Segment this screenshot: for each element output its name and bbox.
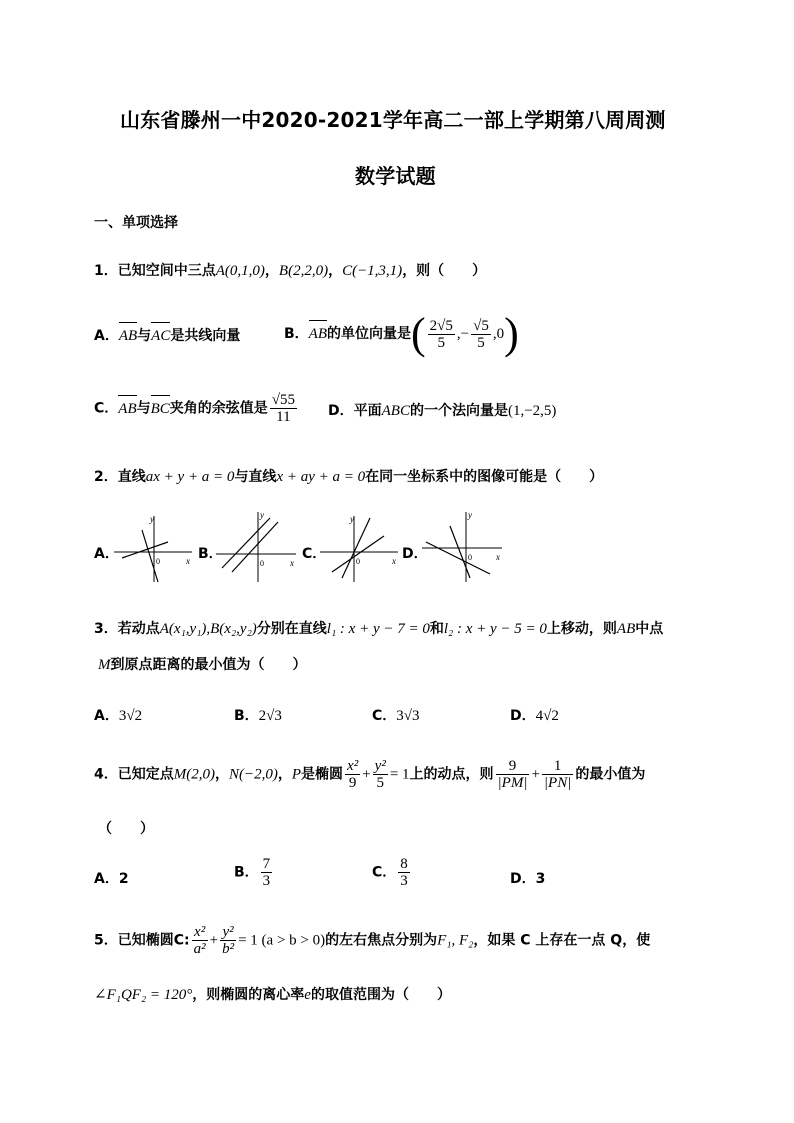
svg-text:0: 0: [260, 559, 264, 568]
section-heading: 一、单项选择: [94, 215, 178, 231]
origin-label: 0: [156, 557, 160, 566]
q1-option-b[interactable]: B． AB的单位向量是( $\frac{2√5}{5}$ ,− $\frac{√5}{5}$ ,0): [284, 309, 519, 358]
q1-option-d[interactable]: D．平面ABC的一个法向量是(1,−2,5): [328, 403, 557, 419]
q2-graph-b[interactable]: [214, 508, 300, 584]
q5-stem-line2: ∠F₁QF₂ = 120°，则椭圆的离心率e的取值范围为（ ）: [94, 987, 451, 1003]
page-subtitle: 数学试题: [355, 164, 436, 188]
q2-option-c-label[interactable]: C．: [302, 546, 327, 562]
q5-stem-line1: 5．已知椭圆C: $\frac{\text{x²}}{\text{a²}}$ + $\frac{\text{y²}}{\text{b²}}$ = 1 (a > b > 0)的左右焦点分别为F₁, F₂，如果 C 上存在一点 Q，使: [94, 924, 651, 957]
q4-stem: 4．已知定点M(2,0)，N(−2,0)，P是椭圆 $\frac{\text{x²}}{9}$ + $\frac{\text{y²}}{5}$ = 1上的动点，则 $\frac{9}{|PM|}$ + $\frac{1}{|PN|}$ 的最小值为: [94, 758, 646, 791]
q2-option-d-label[interactable]: D．: [402, 546, 428, 562]
axis-y-label: y: [150, 514, 154, 524]
q1-stem: 1．已知空间中三点A(0,1,0)，B(2,2,0)，C(−1,3,1)，则（ ）: [94, 263, 487, 279]
q4-option-a[interactable]: A．2: [94, 871, 129, 887]
q3-option-b[interactable]: B．2√3: [234, 708, 282, 724]
q4-option-d[interactable]: D．3: [510, 871, 546, 887]
svg-text:y: y: [468, 510, 472, 520]
q4-option-c[interactable]: C． $\frac{8}{3}$: [372, 856, 408, 889]
q3-stem-line1: 3．若动点A(x₁,y₁),B(x₂,y₂)分别在直线l₁ : x + y − 7 = 0和l₂ : x + y − 5 = 0上移动，则AB中点: [94, 621, 664, 637]
q3-option-a[interactable]: A．3√2: [94, 708, 143, 724]
axis-x-label: x: [186, 556, 190, 566]
svg-text:y: y: [350, 514, 354, 524]
q3-stem-line2: M到原点距离的最小值为（ ）: [98, 657, 307, 673]
q2-stem: 2．直线ax + y + a = 0与直线x + ay + a = 0在同一坐标系中的图像可能是（ ）: [94, 469, 604, 485]
q1-option-c[interactable]: C． AB与 BC夹角的余弦值是 $\frac{√55}{11}$: [94, 392, 296, 425]
q2-graph-c[interactable]: [318, 512, 402, 584]
q2-option-b-label[interactable]: B．: [198, 546, 223, 562]
q1-option-a[interactable]: A． AB与 AC是共线向量: [94, 325, 240, 345]
q3-option-d[interactable]: D．4√2: [510, 708, 559, 724]
svg-text:0: 0: [468, 553, 472, 562]
q4-option-b[interactable]: B． $\frac{7}{3}$: [234, 856, 271, 889]
svg-text:y: y: [260, 510, 264, 520]
page-title: 山东省滕州一中2020-2021学年高二一部上学期第八周周测: [120, 108, 666, 132]
svg-text:0: 0: [356, 557, 360, 566]
q4-paren: （ ）: [98, 821, 154, 837]
q2-option-a-label[interactable]: A．: [94, 546, 119, 562]
q3-option-c[interactable]: C．3√3: [372, 708, 420, 724]
svg-text:x: x: [496, 552, 500, 562]
q2-graph-a[interactable]: [112, 512, 196, 584]
q2-graph-d[interactable]: [420, 508, 506, 584]
svg-text:x: x: [290, 558, 294, 568]
svg-text:x: x: [392, 556, 396, 566]
